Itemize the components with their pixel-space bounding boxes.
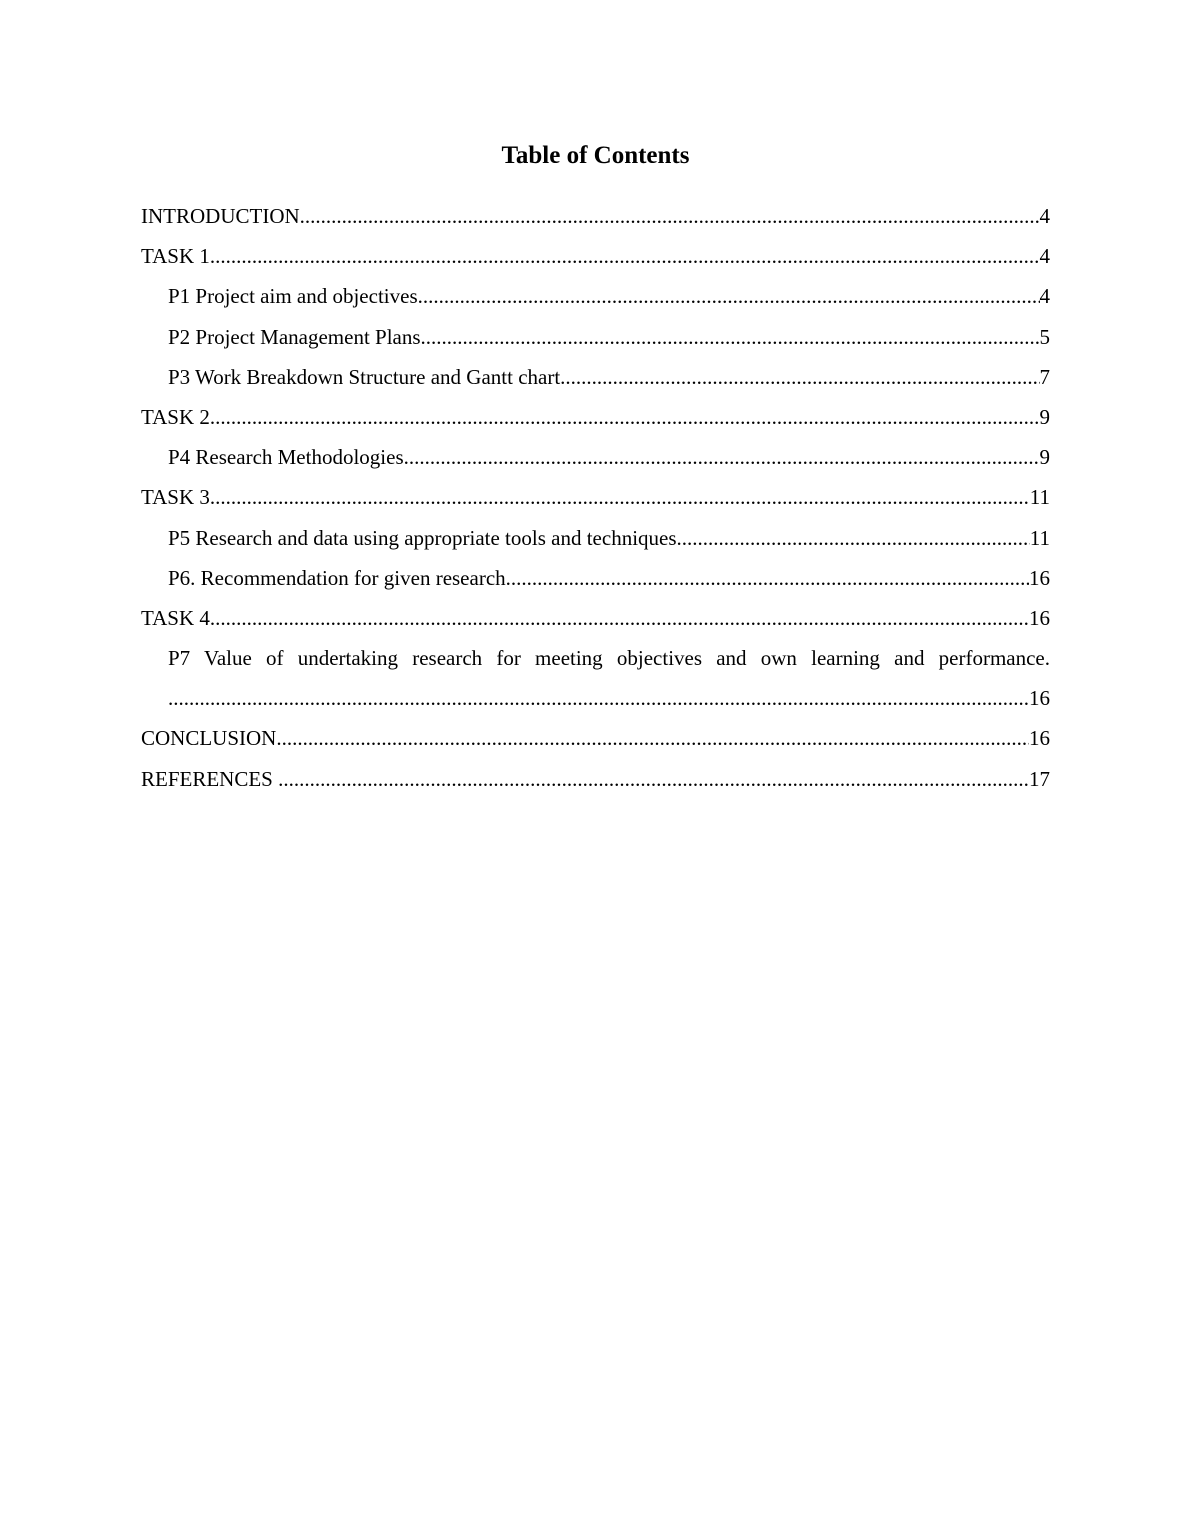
toc-entry-p1[interactable]	[141, 276, 1050, 316]
toc-entry-task-1[interactable]	[141, 236, 1050, 276]
toc-page-number: 11	[1029, 485, 1050, 510]
toc-leader-dots	[404, 437, 1040, 477]
toc-page-number: 16	[1029, 565, 1050, 590]
toc-leader-dots	[210, 236, 1040, 276]
toc-page-number: 4	[1039, 204, 1050, 228]
toc-leader-dots	[210, 397, 1040, 437]
toc-entry-label: TASK 2	[141, 404, 210, 429]
toc-entry-label: TASK 1	[141, 244, 210, 269]
toc-page-number: 4	[1039, 244, 1050, 269]
toc-entry-label: INTRODUCTION	[141, 204, 300, 228]
toc-leader-dots	[278, 759, 1029, 799]
toc-entry-p2[interactable]	[141, 317, 1050, 357]
toc-title: Table of Contents	[501, 142, 690, 169]
toc-page-number: 9	[1039, 404, 1050, 429]
toc-entry-label: TASK 4	[141, 605, 210, 630]
toc-entry-label: P4 Research Methodologies	[168, 445, 404, 470]
toc-page-number: 16	[1029, 605, 1050, 630]
toc-leader-dots	[276, 718, 1029, 758]
toc-entry-task-4[interactable]	[141, 598, 1050, 638]
toc-entry-task-3[interactable]	[141, 477, 1050, 517]
toc-entry-p5[interactable]	[141, 518, 1050, 558]
toc-list	[141, 196, 1050, 799]
toc-page-number: 17	[1029, 766, 1050, 791]
toc-leader-dots	[677, 518, 1030, 558]
toc-entry-continuation	[168, 678, 1050, 718]
toc-entry-label: REFERENCES	[141, 766, 279, 791]
toc-page-number: 11	[1029, 525, 1050, 550]
toc-entry-p6[interactable]	[141, 558, 1050, 598]
toc-entry-label: TASK 3	[141, 485, 210, 510]
toc-leader-dots	[168, 678, 1029, 718]
toc-entry-p4[interactable]	[141, 437, 1050, 477]
toc-page-number: 16	[1029, 686, 1050, 711]
toc-entry-task-2[interactable]	[141, 397, 1050, 437]
toc-leader-dots	[210, 477, 1030, 517]
toc-page-number: 7	[1039, 364, 1050, 389]
toc-entry-references[interactable]	[141, 759, 1050, 799]
toc-entry-label: CONCLUSION	[141, 726, 277, 751]
toc-entry-label: P3 Work Breakdown Structure and Gantt chart	[168, 364, 561, 389]
toc-page-number: 9	[1039, 445, 1050, 470]
toc-leader-dots	[418, 276, 1040, 316]
toc-entry-label: P7 Value of undertaking research for meeting objectives and own learning and performance.	[168, 646, 1050, 671]
toc-entry-label: P2 Project Management Plans	[168, 324, 421, 349]
toc-entry-p7[interactable]	[141, 638, 1050, 718]
toc-entry-introduction[interactable]	[141, 196, 1050, 236]
toc-leader-dots	[506, 558, 1029, 598]
toc-page-number: 5	[1039, 324, 1050, 349]
toc-page-number: 16	[1029, 726, 1050, 751]
toc-leader-dots	[421, 317, 1040, 357]
toc-entry-label: P1 Project aim and objectives	[168, 284, 418, 309]
toc-entry-conclusion[interactable]	[141, 718, 1050, 758]
toc-entry-label: P5 Research and data using appropriate tools and techniques	[168, 525, 677, 550]
toc-page-number: 4	[1039, 284, 1050, 309]
toc-entry-p3[interactable]	[141, 357, 1050, 397]
toc-leader-dots	[300, 196, 1040, 236]
toc-leader-dots	[210, 598, 1029, 638]
toc-entry-label: P6. Recommendation for given research	[168, 565, 506, 590]
toc-leader-dots	[560, 357, 1039, 397]
